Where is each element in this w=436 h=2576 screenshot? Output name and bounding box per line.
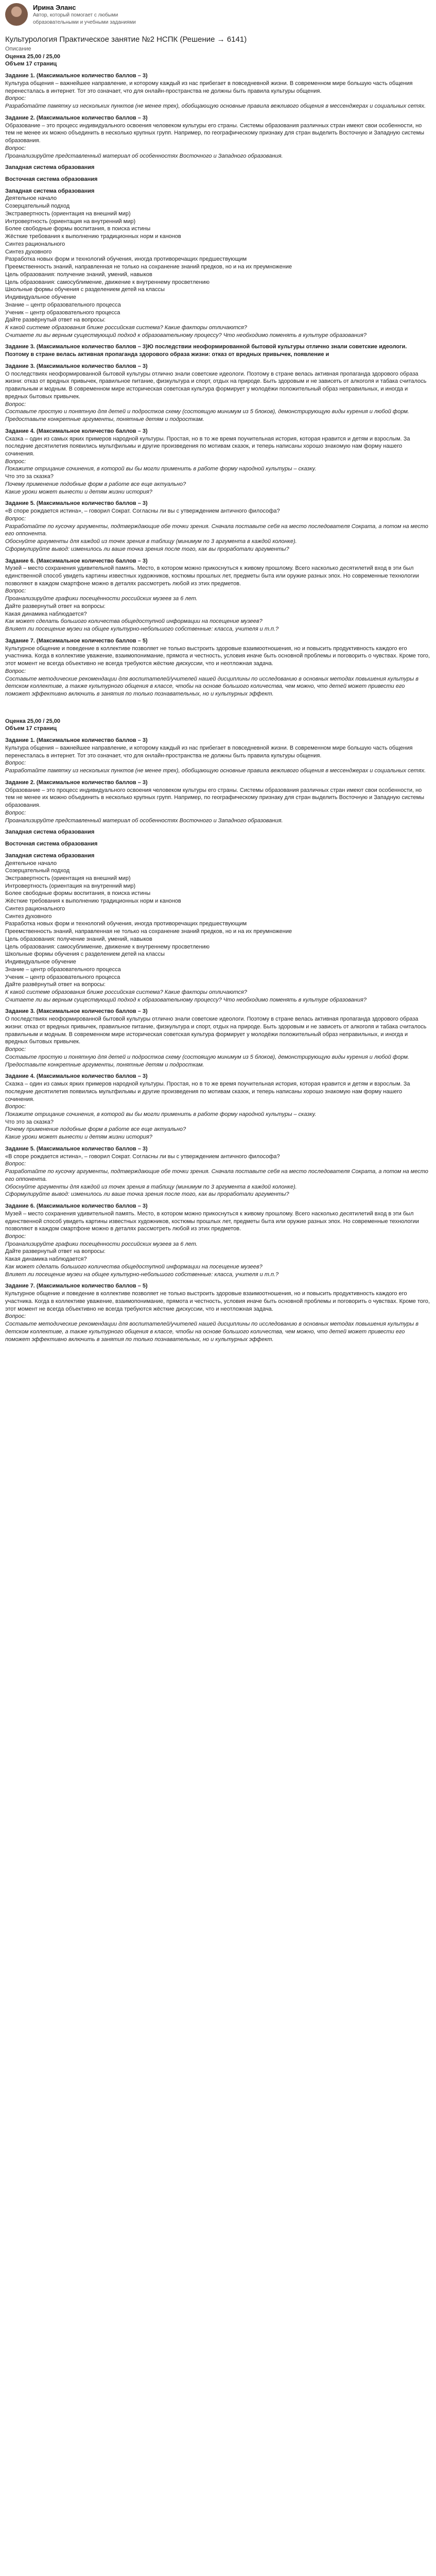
paragraph: Жёсткие требования к выполнению традиционных норм и канонов xyxy=(5,233,181,240)
question-text: Разработайте памятку из нескольких пунктов (не менее трех), обобщающую основные правила вежливого общения в мессенджерах и социальных сетях. xyxy=(5,103,426,110)
description-block xyxy=(5,45,431,698)
paragraph: Культура общения – важнейшее направление, и которому каждый из нас прибегает в повседневной жизни. В современном мире большую часть общения перенесталась в интернет. Тот это означает, что для онлайн-пространства не должны быть правила культуры общения. xyxy=(5,80,413,94)
question-label: Вопрос: xyxy=(5,1104,26,1110)
paragraph: О последствиях неоформированной бытовой культуры отлично знали советские идеологи. Поэтому в стране велась активная пропаганда здорового образа жизни: отказ от вредных привычек, правильное питание, физкультура и спорт, отдых на природе. Быть здоровым и не зависеть от алкоголя и табака считалось правильным и модным. В современном мире историческая советская культура формирует у молодёжи положительный образ неправильных, и иногда и вредных бытовых привычек. xyxy=(5,1016,427,1045)
paragraph: Интровертность (ориентация на внутренний мир) xyxy=(5,883,136,889)
question-text: Разработайте по кусочку аргументы, подтверждающие обе точки зрения. Сначала поставьте себя на место последователя Сократа, а потом на место его оппонента. xyxy=(5,1168,428,1182)
document-title: Культурология Практическое занятие №2 НСПК (Решение → 6141) xyxy=(5,35,247,44)
task-heading: Задание 6. (Максимальное количество баллов – 3) xyxy=(5,557,148,564)
question-label: Вопрос: xyxy=(5,458,26,465)
question-text: Проанализируйте представленный материал об особенностях Восточного и Западного образования. xyxy=(5,152,283,159)
paragraph: Преемственность знаний, направленная не только на сохранение знаний предков, но и на их преумножение xyxy=(5,264,292,270)
task-heading: Задание 1. (Максимальное количество баллов – 3) xyxy=(5,73,148,79)
paragraph: Цель образования: получение знаний, умений, навыков xyxy=(5,936,152,942)
paragraph: Культурное общение и поведение в коллективе позволяет не только выстроить здоровые взаимоотношения, но и повысить продуктивность каждого его участника. Когда в коллективе уважение, взаимопонимание, прямота и честность, условия иначе быть основной проблемы и поговорить о чувствах. Кроме того, этот момент не всегда объективно не всегда требуются жёсткие дискуссии, что и неотложная задача. xyxy=(5,645,430,667)
paragraph: Какая динамика наблюдается? xyxy=(5,1256,87,1263)
question-text: Обоснуйте аргументы для каждой из точек зрения в таблицу (минимум по 3 аргумента в каждой колонке). xyxy=(5,1183,297,1190)
paragraph: Жёсткие требования к выполнению традиционных норм и канонов xyxy=(5,898,181,905)
author-name[interactable]: Ирина Эланс xyxy=(33,4,76,11)
paragraph: Дайте развёрнутый ответ на вопросы: xyxy=(5,317,106,324)
task-heading: Восточная система образования xyxy=(5,841,98,848)
paragraph: Более свободные формы воспитания, в поиска истины xyxy=(5,890,151,897)
question-text: Сформулируйте вывод: изменилось ли ваше точка зрения после того, как вы проработали аргументы? xyxy=(5,1191,289,1198)
task-heading: Задание 3. (Максимальное количество баллов – 3)Ю последствии неоформированной бытовой культуры отлично знали советские идеологи. Поэтому в стране велась активная пропаганда здорового образа жизни: отказ от вредных привычек, появление и xyxy=(5,344,407,358)
question-text: Почему применение подобные форм в работе все еще актуально? xyxy=(5,481,186,487)
paragraph: «В споре рождается истина», – говорил Сократ. Согласны ли вы с утверждением античного философа? xyxy=(5,1153,280,1160)
paragraph: Образование – это процесс индивидуального освоения человеком культуры его страны. Системы образования различных стран имеют свои особенности, но тем не менее их можно объединить в несколько крупных групп. Например, по географическому признаку для стран выделить Восточную и Западную системы образования. xyxy=(5,787,424,809)
paragraph: Разработка новых форм и технологий обучения, иногда противоречащих предшествующим xyxy=(5,921,247,927)
paragraph: Ученик – центр образовательного процесса xyxy=(5,309,120,316)
paragraph: Индивидуальное обучение xyxy=(5,959,76,965)
paragraph: Дайте развернутый ответ на вопросы: xyxy=(5,1248,106,1255)
question-label: Вопрос: xyxy=(5,1161,26,1167)
paragraph: Синтез духовного xyxy=(5,248,52,255)
task-heading: Задание 5. (Максимальное количество баллов – 3) xyxy=(5,1145,148,1152)
question-label: Вопрос: xyxy=(5,95,26,102)
task-heading: Задание 7. (Максимальное количество баллов – 5) xyxy=(5,637,148,644)
paragraph: Сказка – один из самых ярких примеров народной культуры. Простая, но в то же время поучительная история, которая нравится и детям и взрослым. За последние десятилетия появились мультфильмы и другие произведения по мотивам сказок, и теперь написаны хорошо знакомую нам форму нашего сочинения. xyxy=(5,435,410,457)
paragraph: Деятельное начало xyxy=(5,195,57,202)
question-text: Влияет ли посещение музеи на общее культурно-небольшого собственные: класса, учителя и т.п.? xyxy=(5,626,279,633)
task-heading: Задание 1. (Максимальное количество баллов – 3) xyxy=(5,737,148,744)
question-label: Вопрос: xyxy=(5,145,26,151)
paragraph: Цель образования: самосублимение, движение к внутреннему просветлению xyxy=(5,943,210,950)
question-text: Покажите отрицание сочинения, в которой вы бы могли применить в работе форму народной культуры – сказку. xyxy=(5,466,317,472)
author-block xyxy=(33,3,151,26)
author-bio: Автор, который помогает с любыми образовательными и учебными заданиями xyxy=(33,12,136,25)
question-text: Составьте простую и понятную для детей и подростков схему (состоящую минимум из 5 блоков), демонстрирующую виды курения и любой форм. Предоставьте конкретные аргументы, понятные детям и подросткам. xyxy=(5,409,409,423)
paragraph: Ученик – центр образовательного процесса xyxy=(5,974,120,980)
question-label: Вопрос: xyxy=(5,401,26,408)
paragraph: Индивидуальное обучение xyxy=(5,294,76,301)
question-label: Вопрос: xyxy=(5,760,26,767)
task-heading: Задание 4. (Максимальное количество баллов – 3) xyxy=(5,1073,148,1080)
question-text: Почему применение подобные форм в работе все еще актуально? xyxy=(5,1126,186,1133)
question-text: Разработайте памятку из нескольких пунктов (не менее трех), обобщающую основные правила вежливого общения в мессенджерах и социальных сетях. xyxy=(5,768,426,774)
task-heading: Задание 5. (Максимальное количество баллов – 3) xyxy=(5,500,148,507)
question-label: Вопрос: xyxy=(5,515,26,522)
task-heading: Задание 4. (Максимальное количество баллов – 3) xyxy=(5,428,148,434)
question-label: Вопрос: xyxy=(5,1233,26,1240)
question-text: Составьте методические рекомендации для воспитателей/учителей нашей дисциплины по исследованию в основных методах повышения культуры в детском коллективе, а также культурного общения в классе, чтобы на основе большого количества, чем можно, что детей может привести его поможет эффективно включить в занятия по только познавательных, но и культурных эффект. xyxy=(5,675,418,698)
question-text: Обоснуйте аргументы для каждой из точек зрения в таблицу (минимум по 3 аргумента в каждой колонке). xyxy=(5,538,297,545)
question-text: К какой системе образования ближе российская система? Какие факторы отличаются? xyxy=(5,989,247,995)
task-heading: Задание 2. (Максимальное количество баллов – 3) xyxy=(5,779,148,786)
avatar[interactable] xyxy=(5,3,28,26)
paragraph: Что это за сказка? xyxy=(5,473,54,480)
question-text: Проанализируйте представленный материал об особенностях Восточного и Западного образования. xyxy=(5,817,283,824)
paragraph: Музей – место сохранения удивительной память. Место, в котором можно прикоснуться к живому прошлому. Всего насколько десятилетий вход в эти был единственной способ увидеть картины известных художников, костюмы прошлых лет, предметы быта или оружие разных эпох. Но современные технологии позволяют в каждом смартфоне можно в деталях рассмотреть любой из этих предметов. xyxy=(5,565,419,587)
meta-line: Оценка 25,00 / 25,00 xyxy=(5,53,60,60)
paragraph: Более свободные формы воспитания, в поиска истины xyxy=(5,226,151,232)
paragraph: Какая динамика наблюдается? xyxy=(5,611,87,617)
paragraph: Синтез духовного xyxy=(5,913,52,920)
paragraph: Дайте развёрнутый ответ на вопросы: xyxy=(5,981,106,988)
paragraph: Интровертность (ориентация на внутренний мир) xyxy=(5,218,136,225)
paragraph: Синтез рационального xyxy=(5,905,65,912)
question-text: Покажите отрицание сочинения, в которой вы бы могли применить в работе форму народной культуры – сказку. xyxy=(5,1111,317,1117)
task-heading: Задание 3. (Максимальное количество баллов – 3) xyxy=(5,1008,148,1015)
question-label: Вопрос: xyxy=(5,1313,26,1320)
meta-line: Оценка 25,00 / 25,00 xyxy=(5,718,60,724)
paragraph: Экстравертность (ориентация на внешний мир) xyxy=(5,210,131,217)
paragraph: Что это за сказка? xyxy=(5,1118,54,1125)
question-label: Вопрос: xyxy=(5,1046,26,1053)
task-heading: Западная система образования xyxy=(5,188,95,194)
meta-line: Описание xyxy=(5,46,31,52)
paragraph: Цель образования: самосублимение, движение к внутреннему просветлению xyxy=(5,279,210,285)
paragraph: Цель образования: получение знаний, умений, навыков xyxy=(5,271,152,278)
paragraph: О последствиях неоформированной бытовой культуры отлично знали советские идеологи. Поэтому в стране велась активная пропаганда здорового образа жизни: отказ от вредных привычек, правильное питание, физкультура и спорт, отдых на природе. Быть здоровым и не зависеть от алкоголя и табака считалось правильным и модным. В современном мире историческая советская культура формирует у молодёжи положительный образ неправильных, и иногда и вредных бытовых привычек. xyxy=(5,370,427,400)
task-heading: Западная система образования xyxy=(5,164,95,171)
question-text: Составьте методические рекомендации для воспитателей/учителей нашей дисциплины по исследованию в основных методах повышения культуры в детском коллективе, а также культурного общения в классе, чтобы на основе большого количества, чем можно, что детей может привести его поможет эффективно включить в занятия по только познавательных, но и культурных эффект. xyxy=(5,1321,418,1343)
question-text: Сформулируйте вывод: изменилось ли ваше точка зрения после того, как вы проработали аргументы? xyxy=(5,546,289,552)
paragraph: Образование – это процесс индивидуального освоения человеком культуры его страны. Системы образования различных стран имеют свои особенности, но тем не менее их можно объединить в несколько крупных групп. Например, по географическому признаку для стран выделить Восточную и Западную системы образования. xyxy=(5,122,424,144)
paragraph: Созерцательный подход xyxy=(5,203,70,210)
meta-line: Объем 17 страниц xyxy=(5,725,57,732)
paragraph: Школьные формы обучения с разделением детей на классы xyxy=(5,951,165,958)
question-label: Вопрос: xyxy=(5,588,26,595)
paragraph: Созерцательный подход xyxy=(5,868,70,874)
paragraph: Музей – место сохранения удивительной память. Место, в котором можно прикоснуться к живому прошлому. Всего насколько десятилетий вход в эти был единственной способ увидеть картины известных художников, костюмы прошлых лет, предметы быта или оружие разных эпох. Но современные технологии позволяют в каждом смартфоне можно в деталях рассмотреть любой из этих предметов. xyxy=(5,1210,419,1232)
description-block-repeat xyxy=(5,718,431,1344)
question-text: Считаете ли вы верным существующий подход к образовательному процессу? Что необходимо поменять в культуре образования? xyxy=(5,332,367,338)
question-text: Как может сделать большого количества общедоступной информации на посещение музеев? xyxy=(5,1263,263,1270)
question-text: Какие уроки может вынести и детям жизни история? xyxy=(5,1134,152,1141)
paragraph: Разработка новых форм и технологий обучения, иногда противоречащих предшествующим xyxy=(5,256,247,263)
paragraph: Синтез рационального xyxy=(5,241,65,247)
meta-line: Объем 17 страниц xyxy=(5,61,57,67)
paragraph: Преемственность знаний, направленная не только на сохранение знаний предков, но и на их преумножение xyxy=(5,928,292,935)
question-text: Какие уроки может вынести и детям жизни история? xyxy=(5,488,152,495)
paragraph: Сказка – один из самых ярких примеров народной культуры. Простая, но в то же время поучительная история, которая нравится и детям и взрослым. За последние десятилетия появились мультфильмы и другие произведения по мотивам сказок, и теперь написаны хорошо знакомую нам форму нашего сочинения. xyxy=(5,1081,410,1103)
paragraph: Деятельное начало xyxy=(5,860,57,867)
question-label: Вопрос: xyxy=(5,809,26,816)
author-header xyxy=(5,3,431,33)
paragraph: Знание – центр образовательного процесса xyxy=(5,966,121,973)
question-text: Влияет ли посещение музеи на общее культурно-небольшого собственные: класса, учителя и т.п.? xyxy=(5,1271,279,1278)
question-label: Вопрос: xyxy=(5,668,26,674)
question-text: Проанализируйте графики посещённости российских музеев за 6 лет. xyxy=(5,596,198,602)
paragraph: Культурное общение и поведение в коллективе позволяет не только выстроить здоровые взаимоотношения, но и повысить продуктивность каждого его участника. Когда в коллективе уважение, взаимопонимание, прямота и честность, условия иначе быть основной проблемы и поговорить о чувствах. Кроме того, этот момент не всегда объективно не всегда требуются жёсткие дискуссии, что и неотложная задача. xyxy=(5,1291,430,1312)
paragraph: Культура общения – важнейшее направление, и которому каждый из нас прибегает в повседневной жизни. В современном мире большую часть общения перенесталась в интернет. Тот это означает, что для онлайн-пространства не должны быть правила культуры общения. xyxy=(5,744,413,759)
question-text: Разработайте по кусочку аргументы, подтверждающие обе точки зрения. Сначала поставьте себя на место последователя Сократа, а потом на место его оппонента. xyxy=(5,523,428,537)
question-text: Проанализируйте графики посещённости российских музеев за 6 лет. xyxy=(5,1241,198,1247)
task-heading: Задание 6. (Максимальное количество баллов – 3) xyxy=(5,1203,148,1210)
paragraph: Школьные формы обучения с разделением детей на классы xyxy=(5,286,165,293)
paragraph: Экстравертность (ориентация на внешний мир) xyxy=(5,875,131,882)
task-heading: Западная система образования xyxy=(5,829,95,836)
question-text: Как может сделать большого количества общедоступной информации на посещение музеев? xyxy=(5,618,263,625)
task-heading: Западная система образования xyxy=(5,852,95,859)
task-heading: Задание 7. (Максимальное количество баллов – 5) xyxy=(5,1283,148,1290)
paragraph: Знание – центр образовательного процесса xyxy=(5,301,121,308)
task-heading: Задание 3. (Максимальное количество баллов – 3) xyxy=(5,363,148,369)
question-text: Считаете ли вы верным существующий подход к образовательному процессу? Что необходимо поменять в культуре образования? xyxy=(5,996,367,1003)
task-heading: Восточная система образования xyxy=(5,176,98,183)
paragraph: Дайте развернутый ответ на вопросы: xyxy=(5,603,106,609)
question-text: К какой системе образования ближе российская система? Какие факторы отличаются? xyxy=(5,324,247,331)
question-text: Составьте простую и понятную для детей и подростков схему (состоящую минимум из 5 блоков), демонстрирующую виды курения и любой форм. Предоставьте конкретные аргументы, понятные детям и подросткам. xyxy=(5,1054,409,1068)
task-heading: Задание 2. (Максимальное количество баллов – 3) xyxy=(5,114,148,121)
paragraph: «В споре рождается истина», – говорил Сократ. Согласны ли вы с утверждением античного философа? xyxy=(5,508,280,515)
